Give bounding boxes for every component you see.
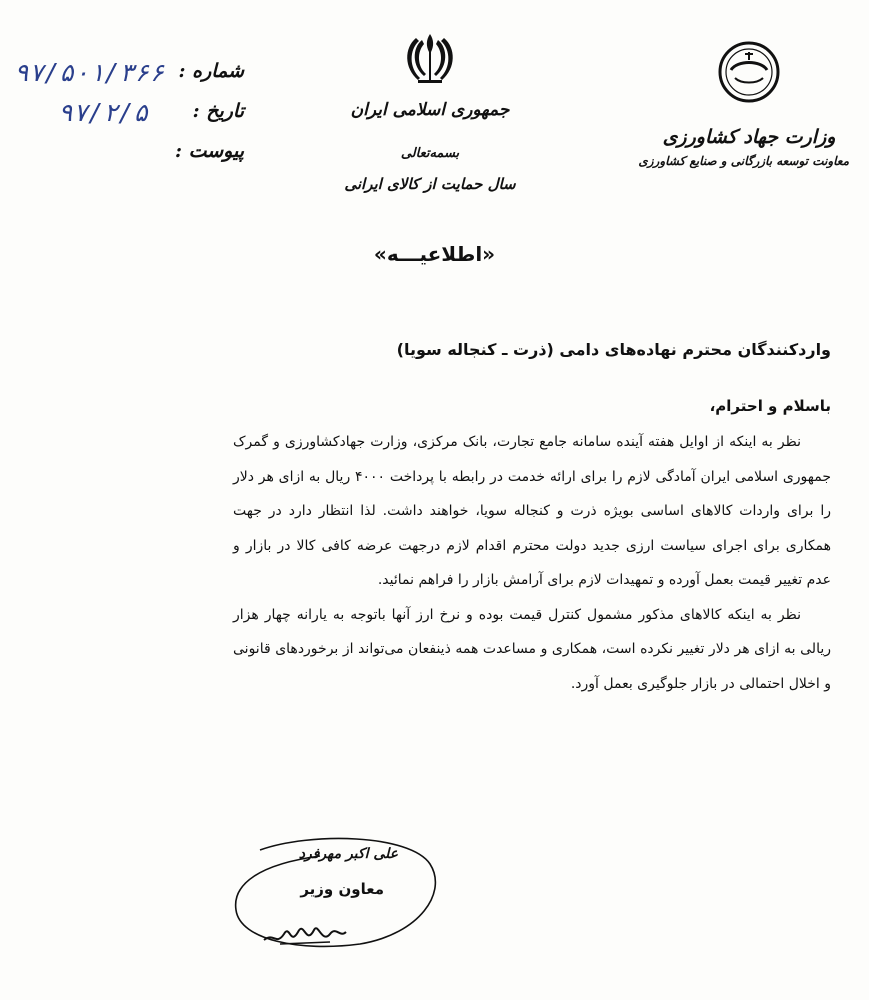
number-value: ۹۷/۵۰۱/۳۶۶ xyxy=(14,58,165,87)
signature-block xyxy=(230,830,450,970)
handwritten-signature xyxy=(260,912,350,952)
signer-title: معاون وزیر xyxy=(300,880,384,898)
date-row xyxy=(14,98,244,138)
paragraph-2: نظر به اینکه کالاهای مذکور مشمول کنترل قیمت بوده و نرخ ارز آنها باتوجه به یارانه چهار هزار ریالی به ازای هر دلار تغییر نکرده است، همکاری و مساعدت همه ذینفعان می‌تواند از برخوردهای قانونی و اخلال احتمالی در بازار جلوگیری بعمل آورد. xyxy=(233,606,831,692)
paragraph-1: نظر به اینکه از اوایل هفته آینده سامانه جامع تجارت، بانک مرکزی، وزارت جهادکشاورزی و گمرک جمهوری اسلامی ایران آمادگی لازم را برای ارائه خدمت در رابطه با پرداخت ۴۰۰۰ ریال به ازای هر دلار را برای واردات کالاهای اساسی بویژه ذرت و کنجاله سویا، خواهند داشت. لذا انتظار دارد در جهت همکاری برای اجرای سیاست ارزی جدید دولت محترم اقدام لازم درجهت عرضه کافی کالا در بازار و عدم تغییر قیمت بعمل آورده و تمهیدات لازم برای آرامش بازار را فراهم نمائید. xyxy=(233,434,831,588)
year-slogan: سال حمایت از کالای ایرانی xyxy=(344,175,516,193)
attachment-row xyxy=(14,138,244,178)
date-value: ۹۷/۲/۵ xyxy=(58,98,149,127)
basmala-text: بسمه‌تعالی xyxy=(400,146,460,161)
signer-name: علی اکبر مهرفرد xyxy=(298,846,398,862)
center-header xyxy=(330,30,530,193)
announcement-title: «اطلاعیـــه» xyxy=(373,242,496,266)
recipients-line: واردکنندگان محترم نهاده‌های دامی (ذرت ـ کنجاله سویا) xyxy=(396,340,831,359)
republic-title: جمهوری اسلامی ایران xyxy=(350,100,510,120)
letter-body xyxy=(233,340,831,701)
iran-emblem-icon xyxy=(402,30,458,88)
jihad-agriculture-logo-icon xyxy=(717,40,781,104)
letter-meta xyxy=(14,58,244,178)
date-label: تاریخ : xyxy=(192,100,244,122)
number-row xyxy=(14,58,244,98)
greeting-line: باسلام و احترام، xyxy=(709,397,831,415)
right-header xyxy=(638,40,849,168)
deputy-office-title: معاونت توسعه بازرگانی و صنایع کشاورزی xyxy=(638,154,849,168)
number-label: شماره : xyxy=(178,60,244,82)
attachment-label: پیوست : xyxy=(174,140,244,162)
ministry-title: وزارت جهاد کشاورزی xyxy=(662,126,836,148)
